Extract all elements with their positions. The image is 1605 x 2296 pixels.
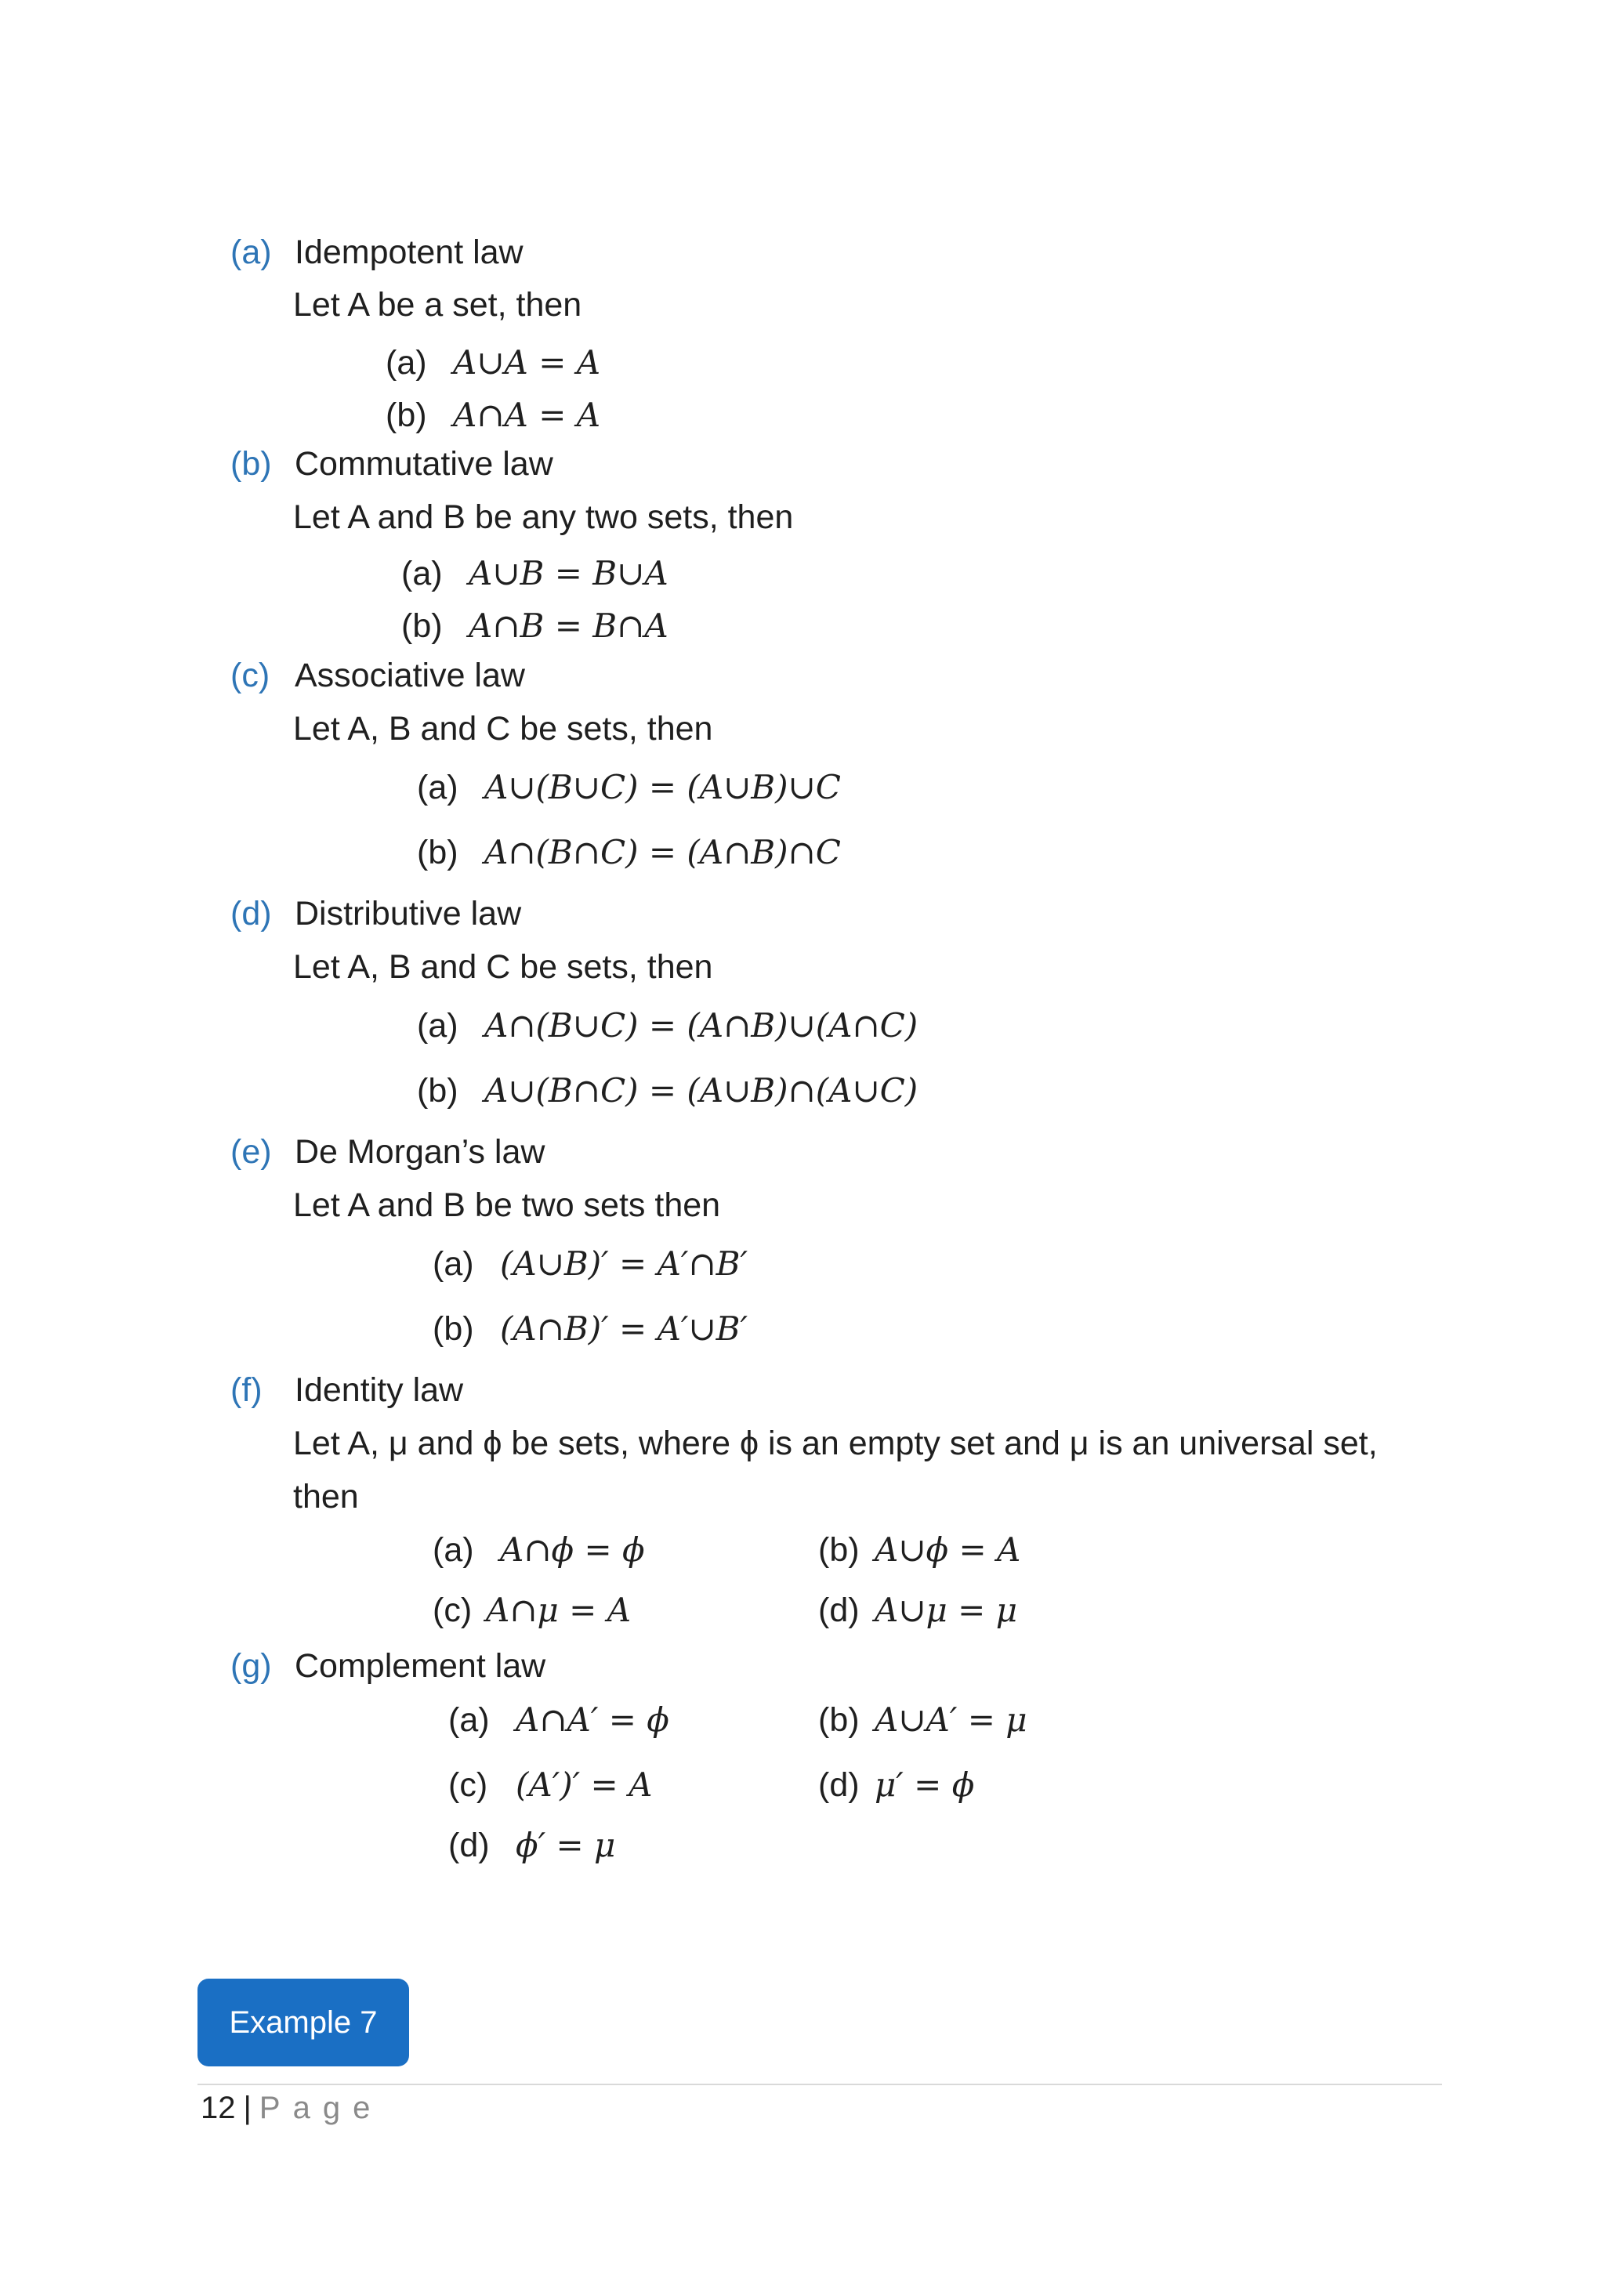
law-title: De Morgan’s law — [295, 1133, 545, 1171]
page-number: 12 — [201, 2091, 236, 2125]
law-label: (c) — [230, 657, 270, 694]
law-heading — [230, 895, 521, 933]
law-title: Distributive law — [295, 895, 522, 933]
law-formula: (a) A∪(B∪C) = (A∪B)∪C — [417, 768, 841, 806]
law-title: Associative law — [295, 657, 525, 694]
law-intro: Let A, μ and ϕ be sets, where ϕ is an empty set and μ is an universal set, — [293, 1425, 1378, 1462]
law-intro: Let A, B and C be sets, then — [293, 710, 713, 748]
law-formula: (a) (A∪B)′ = A′∩B′ — [433, 1244, 748, 1283]
law-formula: (b) (A∩B)′ = A′∪B′ — [433, 1309, 748, 1348]
law-formula: (b) A∪ϕ = A — [818, 1530, 1021, 1569]
law-label: (d) — [230, 895, 272, 933]
law-formula: (b) A∪(B∩C) = (A∪B)∩(A∪C) — [417, 1071, 918, 1110]
footer-divider — [197, 2084, 1442, 2085]
law-formula: (c) (A′)′ = A — [448, 1765, 653, 1804]
law-formula: (b) A∩A = A — [386, 396, 601, 434]
page-word: Page — [259, 2091, 383, 2125]
law-label: (g) — [230, 1647, 272, 1685]
law-formula: (b) A∪A′ = μ — [818, 1700, 1027, 1739]
law-formula: (d) A∪μ = μ — [818, 1591, 1018, 1629]
law-title: Commutative law — [295, 445, 553, 483]
page-footer — [201, 2091, 382, 2126]
law-title: Identity law — [295, 1371, 464, 1409]
law-heading — [230, 234, 524, 272]
law-heading — [230, 657, 525, 695]
law-label: (b) — [230, 445, 272, 483]
law-heading — [230, 1133, 545, 1172]
law-formula: (d) μ′ = ϕ — [818, 1765, 975, 1804]
law-formula: (a) A∩(B∪C) = (A∩B)∪(A∩C) — [417, 1006, 918, 1045]
example-badge: Example 7 — [197, 1979, 409, 2066]
law-intro: Let A and B be any two sets, then — [293, 498, 794, 536]
law-label: (a) — [230, 234, 272, 271]
law-intro: Let A and B be two sets then — [293, 1186, 721, 1224]
law-formula: (b) A∩B = B∩A — [401, 607, 668, 645]
law-formula: (a) A∩ϕ = ϕ — [433, 1530, 645, 1569]
law-intro-continued: then — [293, 1478, 359, 1516]
law-formula: (a) A∪B = B∪A — [401, 554, 668, 592]
law-formula: (b) A∩(B∩C) = (A∩B)∩C — [417, 833, 841, 871]
law-heading — [230, 445, 553, 483]
law-heading — [230, 1647, 545, 1686]
law-formula: (a) A∪A = A — [386, 343, 601, 382]
law-label: (e) — [230, 1133, 272, 1171]
law-label: (f) — [230, 1371, 263, 1409]
law-formula: (c) A∩μ = A — [433, 1591, 632, 1629]
law-title: Complement law — [295, 1647, 546, 1685]
law-heading — [230, 1371, 463, 1410]
law-intro: Let A be a set, then — [293, 286, 582, 324]
law-intro: Let A, B and C be sets, then — [293, 948, 713, 986]
law-formula: (a) A∩A′ = ϕ — [448, 1700, 669, 1739]
law-title: Idempotent law — [295, 234, 524, 271]
footer-separator: | — [243, 2091, 252, 2125]
law-formula: (d) ϕ′ = μ — [448, 1826, 616, 1864]
